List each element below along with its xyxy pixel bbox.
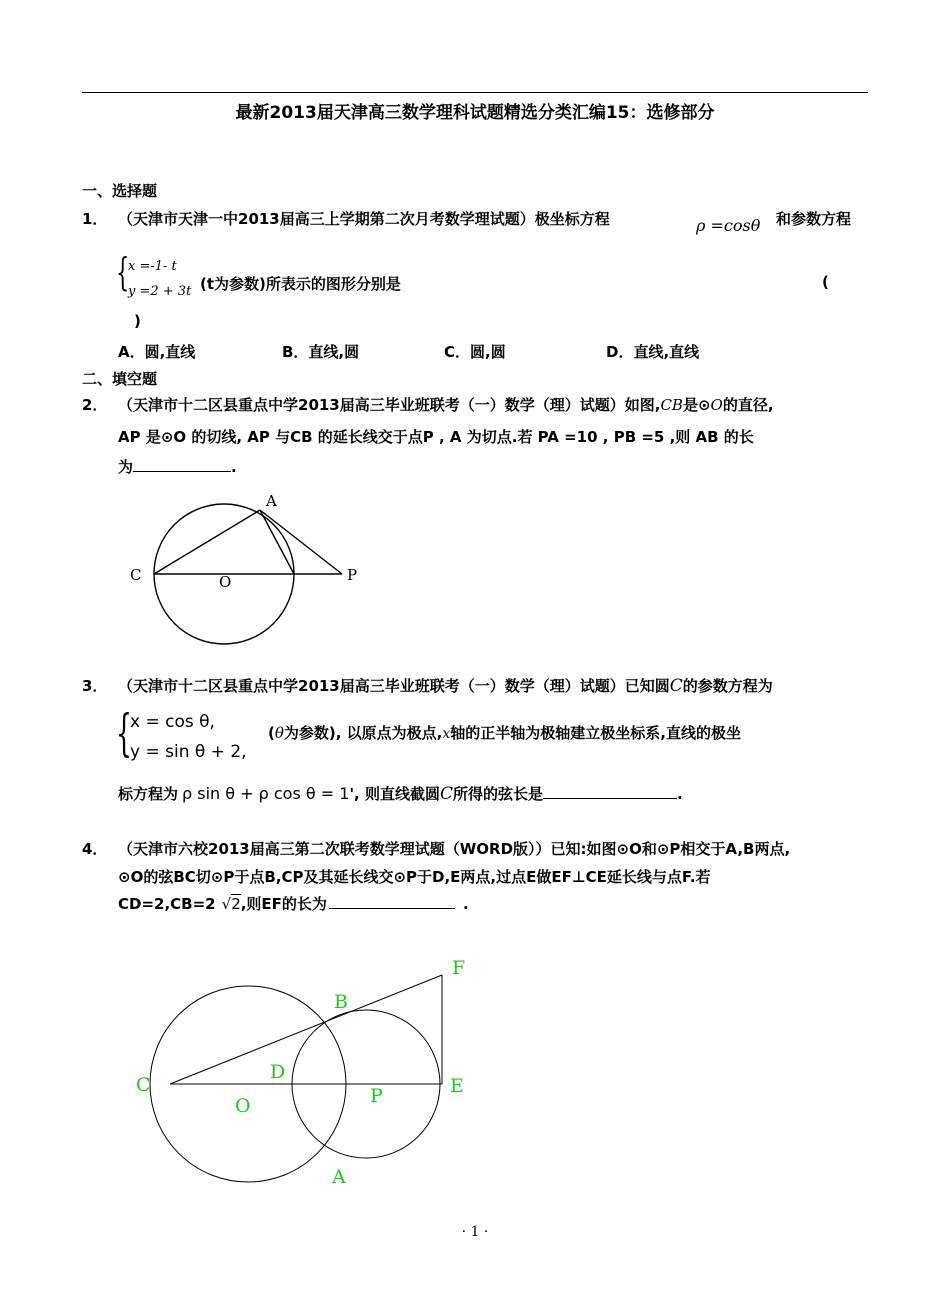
q3-line1-end: 的参数方程为: [682, 677, 773, 695]
q3-line2-b: 为参数), 以原点为极点,: [283, 724, 443, 742]
q2-answer-blank: [133, 457, 231, 472]
q2-label-a: A: [266, 492, 277, 510]
q1-text3: (t为参数)所表示的图形分别是: [200, 275, 401, 293]
q2-o: O: [710, 396, 723, 414]
page-number: · 1 ·: [461, 1224, 489, 1240]
q2-line3-end: .: [231, 458, 237, 476]
q3-line3-end: .: [676, 785, 683, 803]
q2-line1: [118, 394, 774, 415]
q3-line3-c: 所得的弦长是: [452, 785, 543, 803]
q2-line3-text: 为: [118, 458, 134, 476]
q3-number: 3．: [82, 677, 108, 695]
q4-label-e: E: [450, 1075, 464, 1097]
q2-label-p: P: [347, 566, 358, 584]
q4-line-cf: [170, 975, 442, 1084]
q2-label-o: O: [219, 573, 232, 591]
header-rule: [82, 92, 868, 93]
q2-line1-text: （天津市十二区县重点中学2013届高三毕业班联考（一）数学（理）试题）如图,: [118, 396, 661, 414]
q2-line1-c: 的直径,: [722, 396, 774, 414]
q4-label-o: O: [235, 1095, 251, 1117]
q4-line3-a: CD=2,CB=2: [118, 895, 216, 913]
q2-number: 2．: [82, 396, 108, 414]
q4-line3: [118, 893, 469, 914]
q4-answer-blank: [329, 894, 455, 909]
section-heading-choice: 一、选择题: [82, 182, 158, 200]
q4-label-a: A: [332, 1166, 346, 1188]
q1-paren-open: (: [822, 273, 829, 291]
q3-answer-blank: [543, 784, 677, 799]
q4-label-f: F: [452, 957, 466, 979]
q1-option-b: B．直线,圆: [282, 343, 360, 361]
page-title: 最新2013届天津高三数学理科试题精选分类汇编15：选修部分: [235, 103, 715, 123]
q1-system-line2: y =2 + 3t: [128, 284, 192, 299]
q1-option-a: A．圆,直线: [118, 343, 196, 361]
q4-line3-end: .: [462, 895, 469, 913]
q2-label-c: C: [130, 566, 142, 584]
q3-c: C: [669, 676, 683, 696]
q4-sqrt-value: 2: [231, 895, 241, 913]
q2-line3: [118, 456, 237, 477]
q4-line3-b: ,则EF的长为: [240, 895, 327, 913]
q3-line2: [268, 722, 741, 743]
q3-line1: [118, 675, 773, 696]
q2-line2: AP 是⊙O 的切线, AP 与CB 的延长线交于点P , A 为切点.若 PA =10 , PB =5 ,则 AB 的长: [118, 428, 754, 446]
q3-line2-a: (: [268, 724, 275, 742]
q4-sqrt: √2: [221, 895, 241, 913]
q1-system-line1: x =-1- t: [128, 259, 177, 274]
section-heading-fill: 二、填空题: [82, 370, 158, 388]
q1-text2: 和参数方程: [776, 210, 852, 228]
q3-line3: [118, 783, 683, 804]
q1-polar-equation: ρ =cosθ: [696, 216, 761, 235]
q2-line-ca: [154, 510, 260, 574]
q4-line1: （天津市六校2013届高三第二次联考数学理试题（WORD版））已知:如图⊙O和⊙P相交于A,B两点,: [118, 840, 791, 858]
q4-number: 4．: [82, 840, 108, 858]
q3-x: x: [442, 726, 451, 742]
q4-label-d: D: [270, 1061, 286, 1083]
q3-line3-a: 标方程为: [118, 785, 179, 803]
q4-label-p: P: [370, 1085, 383, 1107]
q1-option-c: C．圆,圆: [444, 343, 506, 361]
q3-system-line2: y = sin θ + 2,: [130, 742, 247, 762]
q2-line-ab: [260, 510, 294, 574]
q3-theta: θ: [274, 724, 284, 742]
q3-line-equation: ρ sin θ + ρ cos θ = 1: [182, 784, 350, 803]
q4-label-c: C: [136, 1074, 151, 1096]
q3-line3-b: ', 则直线截圆: [349, 785, 440, 803]
q2-figure: [120, 486, 370, 656]
q3-line1-text: （天津市十二区县重点中学2013届高三毕业班联考（一）数学（理）试题）已知圆: [118, 677, 670, 695]
q1-number: 1．: [82, 210, 108, 228]
q2-cb: CB: [660, 396, 683, 414]
q4-figure: [130, 950, 480, 1190]
q4-line2: ⊙O的弦BC切⊙P于点B,CP及其延长线交⊙P于D,E两点,过点E做EF⊥CE延长线与点F.若: [118, 868, 711, 886]
q3-system-brace: {: [116, 704, 132, 762]
q2-line-ap: [260, 510, 342, 574]
q4-label-b: B: [334, 991, 348, 1013]
q3-system-line1: x = cos θ,: [130, 712, 215, 732]
q1-text: （天津市天津一中2013届高三上学期第二次月考数学理试题）极坐标方程: [118, 210, 610, 228]
q1-option-d: D．直线,直线: [606, 343, 700, 361]
q1-paren-close: ): [134, 312, 141, 330]
q1-system-brace: {: [116, 250, 130, 294]
q3-c2: C: [439, 784, 453, 804]
q3-line2-c: 轴的正半轴为极轴建立极坐标系,直线的极坐: [450, 724, 741, 742]
q2-line1-b: 是⊙: [682, 396, 711, 414]
